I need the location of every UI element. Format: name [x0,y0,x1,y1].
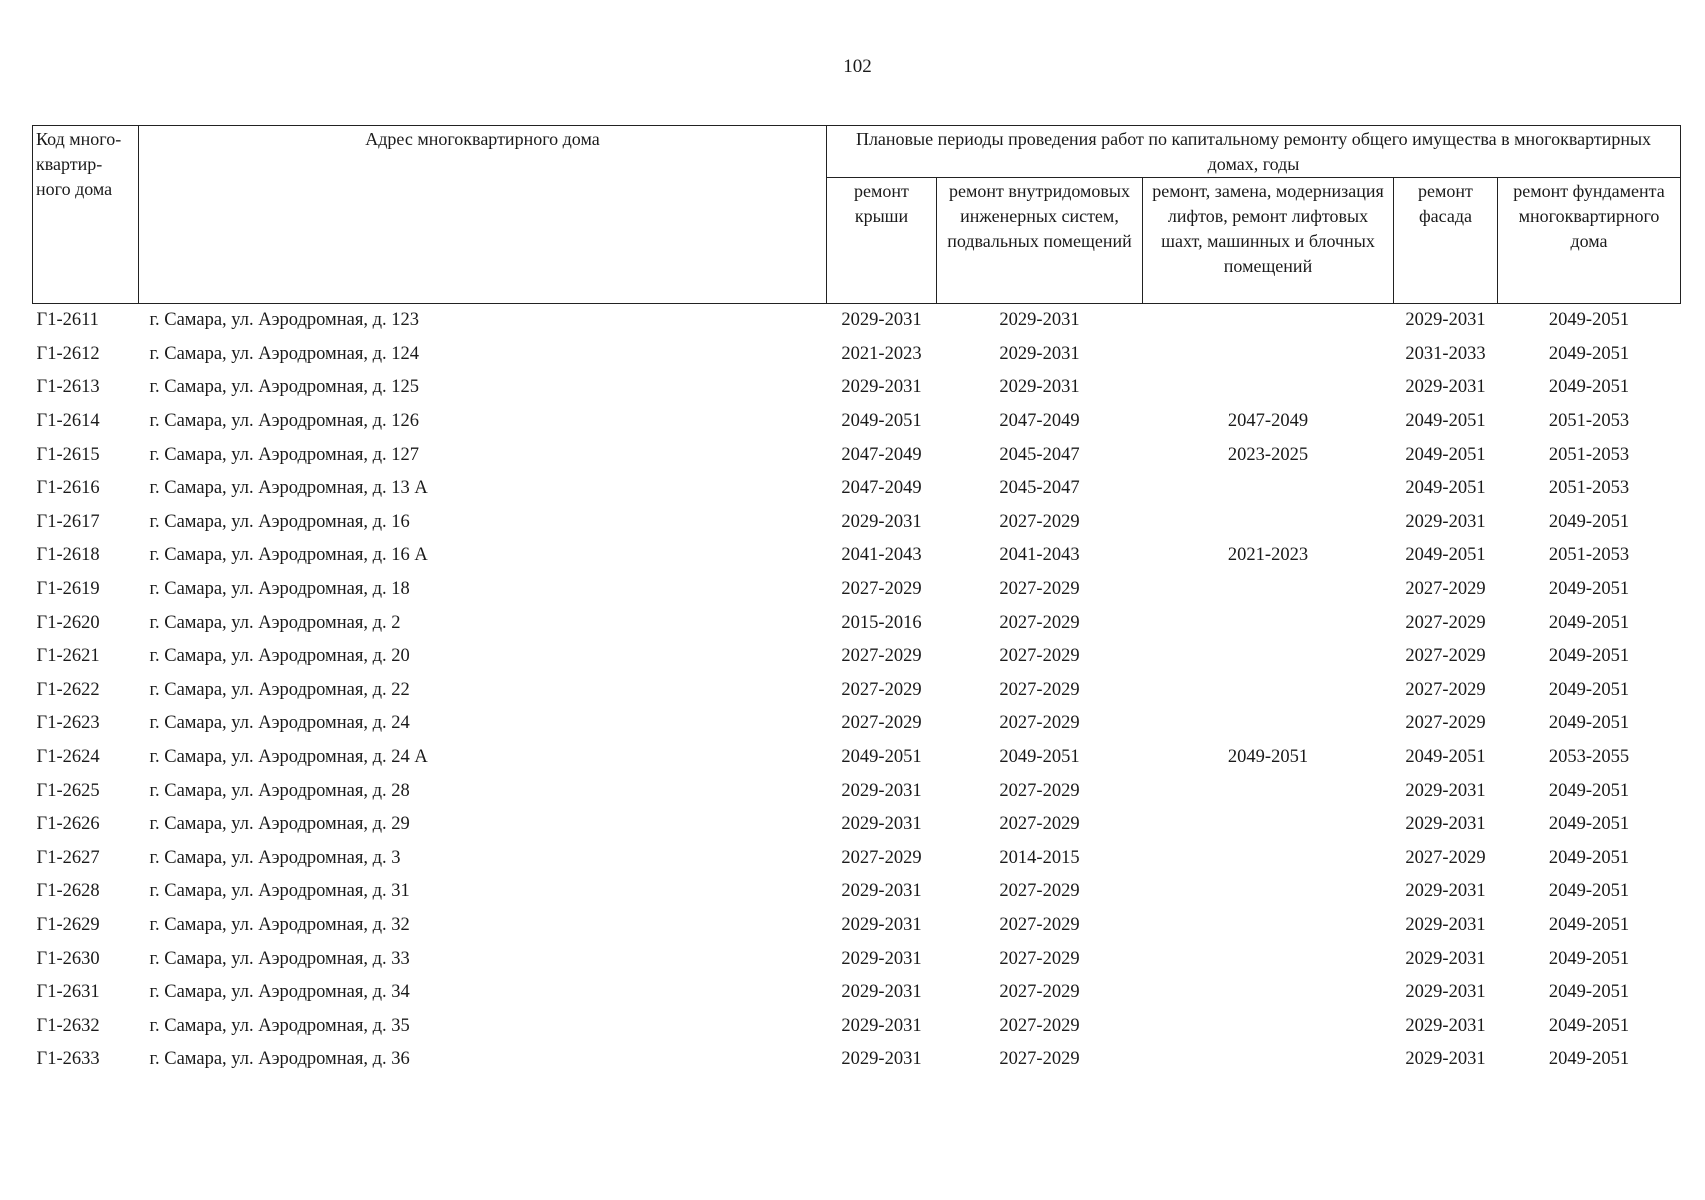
cell-engineering: 2041-2043 [999,545,1080,566]
header-engineering: ремонт внутридомовых инженерных систем, подвальных помещений [937,178,1143,304]
cell-engineering: 2014-2015 [999,847,1080,868]
cell-facade: 2049-2051 [1405,411,1486,432]
cell-facade: 2027-2029 [1405,579,1486,600]
cell-engineering: 2027-2029 [999,881,1080,902]
cell-facade: 2027-2029 [1405,646,1486,667]
cell-foundation: 2051-2053 [1548,545,1630,566]
cell-code: Г1-2616 [36,478,100,499]
cell-facade: 2027-2029 [1405,612,1486,633]
header-address: Адрес многоквартирного дома [139,126,827,304]
table-row [33,371,1681,405]
table-header [33,126,1681,304]
cell-lifts [1143,976,1394,1010]
cell-engineering: 2029-2031 [999,310,1080,331]
table-row [33,1009,1681,1043]
cell-foundation: 2049-2051 [1548,646,1630,667]
cell-foundation: 2049-2051 [1548,847,1630,868]
cell-lifts: 2023-2025 [1227,444,1309,465]
header-code: Код много-квартир-ного дома [33,126,139,304]
cell-engineering: 2029-2031 [999,343,1080,364]
cell-code: Г1-2629 [36,914,100,935]
table-row [33,506,1681,540]
header-planned-periods: Плановые периоды проведения работ по капитальному ремонту общего имущества в многоквартирных домах, годы [827,126,1681,178]
cell-address: г. Самара, ул. Аэродромная, д. 24 А [149,747,428,768]
cell-code: Г1-2631 [36,982,100,1003]
cell-address: г. Самара, ул. Аэродромная, д. 16 А [149,545,428,566]
cell-facade: 2029-2031 [1405,780,1486,801]
cell-lifts [1143,472,1394,506]
cell-code: Г1-2627 [36,847,100,868]
cell-facade: 2029-2031 [1405,948,1486,969]
cell-code: Г1-2618 [36,545,100,566]
cell-engineering: 2027-2029 [999,814,1080,835]
cell-facade: 2031-2033 [1405,343,1486,364]
cell-engineering: 2027-2029 [999,713,1080,734]
cell-facade: 2029-2031 [1405,511,1486,532]
page-number: 102 [843,56,872,77]
cell-foundation: 2049-2051 [1548,713,1630,734]
cell-engineering: 2027-2029 [999,579,1080,600]
cell-roof: 2027-2029 [841,713,922,734]
cell-engineering: 2027-2029 [999,646,1080,667]
cell-facade: 2049-2051 [1405,444,1486,465]
cell-facade: 2029-2031 [1405,310,1486,331]
cell-address: г. Самара, ул. Аэродромная, д. 3 [149,847,401,868]
cell-address: г. Самара, ул. Аэродромная, д. 31 [149,881,410,902]
cell-code: Г1-2622 [36,679,100,700]
cell-roof: 2015-2016 [841,612,922,633]
cell-lifts [1143,909,1394,943]
cell-address: г. Самара, ул. Аэродромная, д. 32 [149,914,410,935]
cell-roof: 2027-2029 [841,847,922,868]
cell-roof: 2047-2049 [841,478,922,499]
cell-foundation: 2049-2051 [1548,377,1630,398]
cell-lifts [1143,606,1394,640]
cell-foundation: 2049-2051 [1548,511,1630,532]
cell-address: г. Самара, ул. Аэродромная, д. 125 [149,377,420,398]
cell-lifts [1143,338,1394,372]
cell-lifts [1143,942,1394,976]
cell-foundation: 2049-2051 [1548,780,1630,801]
cell-facade: 2029-2031 [1405,814,1486,835]
cell-facade: 2049-2051 [1405,545,1486,566]
cell-address: г. Самара, ул. Аэродромная, д. 22 [149,679,410,700]
table-row [33,573,1681,607]
table-row [33,1043,1681,1077]
cell-foundation: 2049-2051 [1548,1049,1630,1070]
cell-foundation: 2051-2053 [1548,411,1630,432]
cell-roof: 2029-2031 [841,914,922,935]
cell-roof: 2049-2051 [841,747,922,768]
table-row [33,976,1681,1010]
cell-address: г. Самара, ул. Аэродромная, д. 29 [149,814,410,835]
table-row [33,774,1681,808]
cell-engineering: 2045-2047 [999,444,1080,465]
cell-facade: 2027-2029 [1405,847,1486,868]
cell-foundation: 2049-2051 [1548,579,1630,600]
cell-address: г. Самара, ул. Аэродромная, д. 126 [149,411,420,432]
cell-engineering: 2047-2049 [999,411,1080,432]
cell-code: Г1-2632 [36,1015,100,1036]
cell-engineering: 2027-2029 [999,679,1080,700]
cell-lifts [1143,808,1394,842]
cell-foundation: 2049-2051 [1548,814,1630,835]
table-row [33,472,1681,506]
cell-roof: 2029-2031 [841,310,922,331]
table-row [33,640,1681,674]
cell-engineering: 2027-2029 [999,948,1080,969]
cell-lifts: 2049-2051 [1227,747,1309,768]
cell-facade: 2029-2031 [1405,982,1486,1003]
table-row [33,842,1681,876]
cell-foundation: 2049-2051 [1548,1015,1630,1036]
cell-foundation: 2051-2053 [1548,444,1630,465]
cell-foundation: 2049-2051 [1548,982,1630,1003]
table-row [33,438,1681,472]
cell-engineering: 2027-2029 [999,1049,1080,1070]
table-row [33,875,1681,909]
cell-lifts [1143,304,1394,338]
table-row [33,674,1681,708]
cell-facade: 2049-2051 [1405,478,1486,499]
cell-lifts [1143,774,1394,808]
cell-foundation: 2053-2055 [1548,747,1630,768]
header-foundation: ремонт фундамента многоквартирного дома [1498,178,1681,304]
cell-lifts [1143,875,1394,909]
cell-code: Г1-2615 [36,444,100,465]
table-row [33,741,1681,775]
cell-address: г. Самара, ул. Аэродромная, д. 28 [149,780,410,801]
cell-facade: 2027-2029 [1405,679,1486,700]
cell-foundation: 2049-2051 [1548,881,1630,902]
cell-lifts [1143,674,1394,708]
table-row [33,539,1681,573]
cell-lifts [1143,506,1394,540]
cell-address: г. Самара, ул. Аэродромная, д. 34 [149,982,410,1003]
cell-facade: 2029-2031 [1405,377,1486,398]
cell-roof: 2021-2023 [841,343,922,364]
cell-code: Г1-2630 [36,948,100,969]
cell-roof: 2029-2031 [841,881,922,902]
cell-code: Г1-2620 [36,612,100,633]
cell-lifts [1143,1009,1394,1043]
cell-facade: 2029-2031 [1405,881,1486,902]
table-row [33,942,1681,976]
cell-address: г. Самара, ул. Аэродромная, д. 20 [149,646,410,667]
header-lifts: ремонт, замена, модернизация лифтов, ремонт лифтовых шахт, машинных и блочных помещений [1143,178,1394,304]
table-row [33,707,1681,741]
cell-lifts [1143,573,1394,607]
table-row [33,909,1681,943]
cell-address: г. Самара, ул. Аэродромная, д. 123 [149,310,420,331]
cell-lifts: 2021-2023 [1227,545,1309,566]
cell-roof: 2027-2029 [841,646,922,667]
cell-address: г. Самара, ул. Аэродромная, д. 35 [149,1015,410,1036]
cell-roof: 2029-2031 [841,511,922,532]
table-body [33,304,1681,1077]
cell-facade: 2029-2031 [1405,914,1486,935]
table-row [33,405,1681,439]
cell-code: Г1-2633 [36,1049,100,1070]
cell-code: Г1-2625 [36,780,100,801]
cell-engineering: 2027-2029 [999,1015,1080,1036]
cell-code: Г1-2614 [36,411,100,432]
cell-roof: 2027-2029 [841,679,922,700]
cell-foundation: 2049-2051 [1548,948,1630,969]
cell-code: Г1-2628 [36,881,100,902]
cell-roof: 2049-2051 [841,411,922,432]
cell-address: г. Самара, ул. Аэродромная, д. 124 [149,343,420,364]
cell-code: Г1-2626 [36,814,100,835]
cell-address: г. Самара, ул. Аэродромная, д. 2 [149,612,401,633]
cell-roof: 2047-2049 [841,444,922,465]
cell-code: Г1-2623 [36,713,100,734]
cell-address: г. Самара, ул. Аэродромная, д. 36 [149,1049,410,1070]
cell-facade: 2029-2031 [1405,1049,1486,1070]
cell-foundation: 2049-2051 [1548,679,1630,700]
cell-foundation: 2049-2051 [1548,310,1630,331]
cell-roof: 2029-2031 [841,377,922,398]
cell-code: Г1-2612 [36,343,100,364]
cell-engineering: 2049-2051 [999,747,1080,768]
cell-facade: 2027-2029 [1405,713,1486,734]
cell-foundation: 2051-2053 [1548,478,1630,499]
cell-engineering: 2027-2029 [999,612,1080,633]
cell-address: г. Самара, ул. Аэродромная, д. 16 [149,511,410,532]
cell-engineering: 2027-2029 [999,780,1080,801]
table-row [33,808,1681,842]
header-roof: ремонт крыши [827,178,937,304]
cell-roof: 2029-2031 [841,982,922,1003]
cell-engineering: 2045-2047 [999,478,1080,499]
header-facade: ремонт фасада [1394,178,1498,304]
cell-code: Г1-2619 [36,579,100,600]
cell-code: Г1-2624 [36,747,100,768]
cell-address: г. Самара, ул. Аэродромная, д. 33 [149,948,410,969]
cell-foundation: 2049-2051 [1548,343,1630,364]
cell-lifts: 2047-2049 [1227,411,1309,432]
cell-engineering: 2027-2029 [999,511,1080,532]
table-row [33,606,1681,640]
table-row [33,304,1681,338]
cell-address: г. Самара, ул. Аэродромная, д. 18 [149,579,410,600]
cell-code: Г1-2611 [36,310,99,331]
cell-foundation: 2049-2051 [1548,914,1630,935]
cell-roof: 2029-2031 [841,1015,922,1036]
cell-address: г. Самара, ул. Аэродромная, д. 24 [149,713,410,734]
cell-roof: 2029-2031 [841,948,922,969]
cell-code: Г1-2617 [36,511,100,532]
cell-engineering: 2027-2029 [999,914,1080,935]
cell-roof: 2029-2031 [841,814,922,835]
cell-lifts [1143,707,1394,741]
cell-roof: 2027-2029 [841,579,922,600]
cell-code: Г1-2613 [36,377,100,398]
cell-facade: 2049-2051 [1405,747,1486,768]
capital-repair-table [32,125,1681,1077]
cell-lifts [1143,842,1394,876]
cell-code: Г1-2621 [36,646,100,667]
cell-facade: 2029-2031 [1405,1015,1486,1036]
cell-foundation: 2049-2051 [1548,612,1630,633]
cell-lifts [1143,1043,1394,1077]
cell-roof: 2041-2043 [841,545,922,566]
table-row [33,338,1681,372]
cell-engineering: 2029-2031 [999,377,1080,398]
cell-address: г. Самара, ул. Аэродромная, д. 127 [149,444,420,465]
cell-lifts [1143,640,1394,674]
cell-address: г. Самара, ул. Аэродромная, д. 13 А [149,478,428,499]
cell-roof: 2029-2031 [841,1049,922,1070]
cell-lifts [1143,371,1394,405]
cell-roof: 2029-2031 [841,780,922,801]
cell-engineering: 2027-2029 [999,982,1080,1003]
